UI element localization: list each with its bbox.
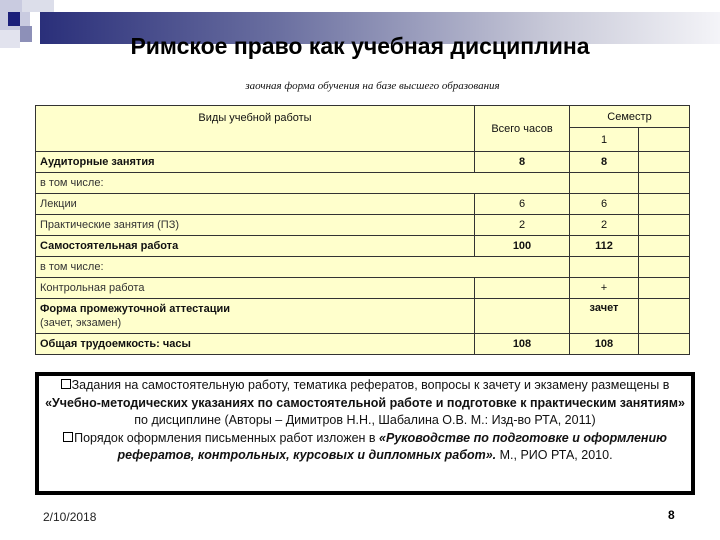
note-2-publisher: М., РИО РТА, 2010.	[496, 448, 613, 462]
table-row	[36, 236, 690, 257]
table-row	[36, 173, 690, 194]
table-row	[36, 152, 690, 173]
table-row	[36, 278, 690, 299]
row-semester-1: 108	[570, 334, 639, 355]
row-semester-1: +	[570, 278, 639, 299]
row-label: в том числе:	[36, 257, 570, 278]
table-row	[36, 299, 690, 334]
notes-box	[35, 372, 695, 495]
row-total: 6	[475, 194, 570, 215]
header-type: Виды учебной работы	[36, 106, 475, 152]
note-1-authors: по дисциплине (Авторы – Димитров Н.Н., Шабалина О.В. М.: Изд-во РТА, 2011)	[134, 413, 596, 427]
workload-table	[35, 105, 690, 355]
row-total: 100	[475, 236, 570, 257]
checkbox-bullet-icon	[63, 432, 73, 442]
row-label: Форма промежуточной аттестации	[40, 303, 230, 315]
slide-subtitle: заочная форма обучения на базе высшего образования	[245, 80, 500, 92]
row-label: в том числе:	[36, 173, 570, 194]
decor-square	[8, 12, 20, 26]
row-total: 108	[475, 334, 570, 355]
row-semester-1: 112	[570, 236, 639, 257]
note-2-title: «Руководстве по подготовке и оформлению рефератов, контрольных, курсовых и дипломных работ».	[117, 430, 667, 462]
row-total	[475, 278, 570, 299]
table-row	[36, 334, 690, 355]
row-semester-1: зачет	[570, 299, 639, 334]
row-label: Аудиторные занятия	[40, 156, 155, 168]
slide-date: 2/10/2018	[43, 510, 97, 524]
row-label: Контрольная работа	[40, 282, 145, 294]
row-total: 2	[475, 215, 570, 236]
header-semester: Семестр	[570, 106, 690, 128]
checkbox-bullet-icon	[61, 379, 71, 389]
table-row	[36, 194, 690, 215]
note-1-title: «Учебно-методических указаниях по самостоятельной работе и подготовке к практическим занятиям»	[45, 395, 685, 410]
row-label: Общая трудоемкость: часы	[40, 338, 191, 350]
row-label: Лекции	[40, 198, 77, 210]
decor-square	[22, 0, 54, 12]
row-label: Практические занятия (ПЗ)	[40, 219, 180, 231]
note-2-text: Порядок оформления письменных работ изложен в	[74, 430, 380, 445]
slide-page-number: 8	[668, 508, 675, 522]
row-semester-1: 2	[570, 215, 639, 236]
row-total: 8	[475, 152, 570, 173]
row-semester-1: 8	[570, 152, 639, 173]
header-total: Всего часов	[475, 106, 570, 152]
row-sublabel: (зачет, экзамен)	[40, 317, 122, 329]
table-row	[36, 257, 690, 278]
slide-title: Римское право как учебная дисциплина	[130, 33, 590, 59]
row-label: Самостоятельная работа	[40, 240, 179, 252]
table-row	[36, 215, 690, 236]
row-total	[475, 299, 570, 334]
row-semester-1: 6	[570, 194, 639, 215]
note-1-text: Задания на самостоятельную работу, тематика рефератов, вопросы к зачету и экзамену размещены в	[71, 378, 670, 392]
header-semester-1: 1	[570, 128, 639, 152]
